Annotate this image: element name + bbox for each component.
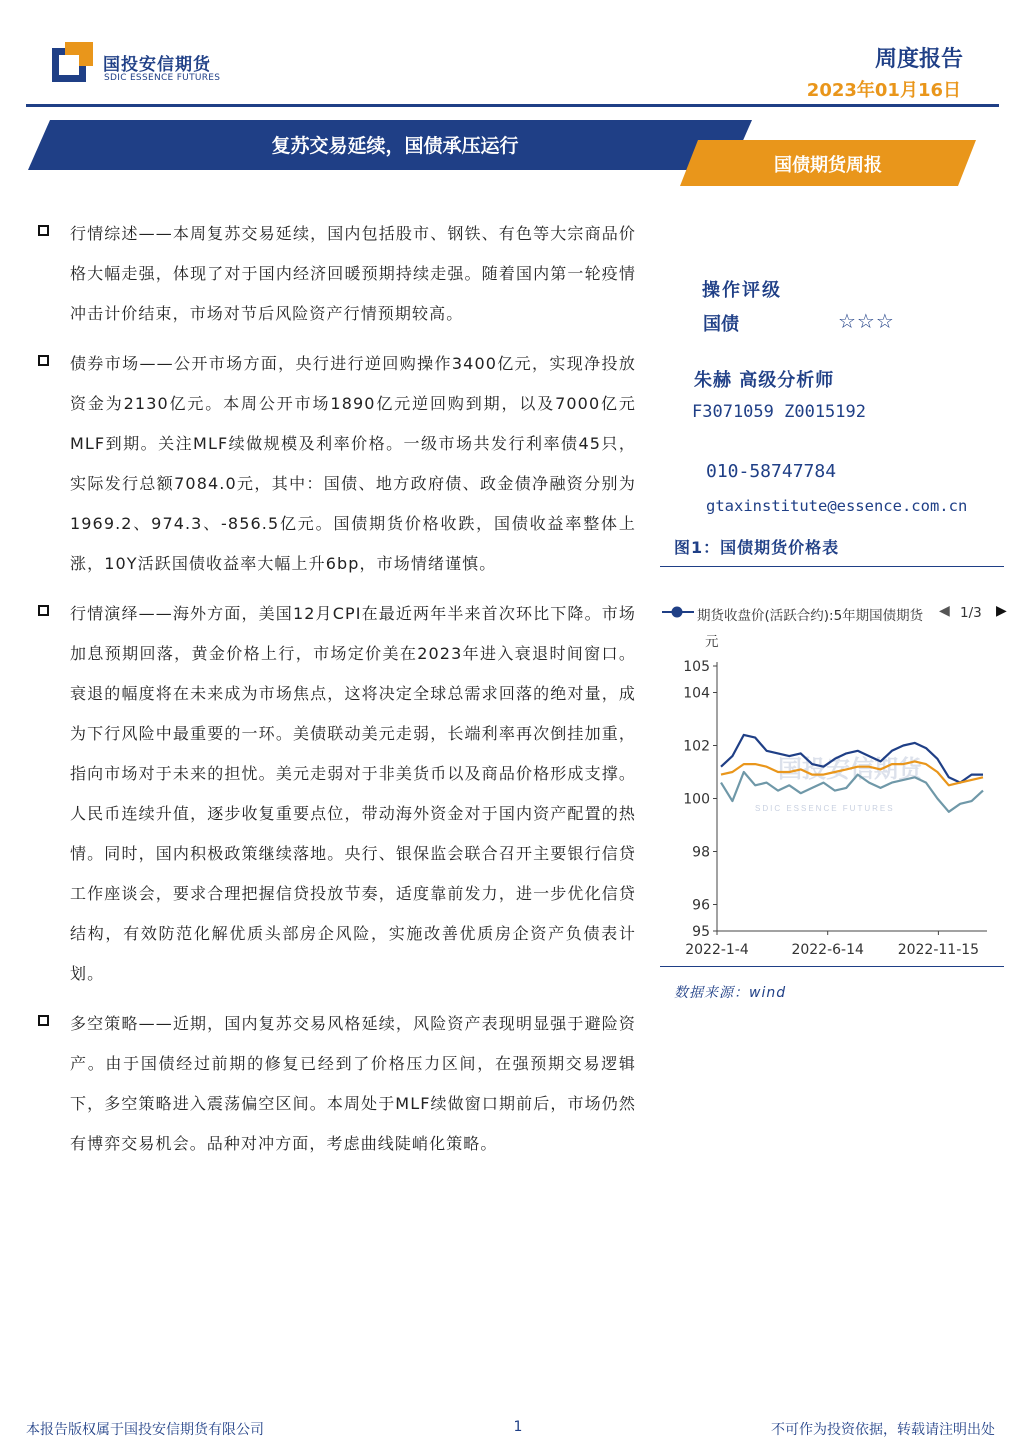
svg-text:SDIC ESSENCE FUTURES: SDIC ESSENCE FUTURES — [755, 804, 895, 813]
legend-label: 期货收盘价(活跃合约):5年期国债期货 — [697, 608, 924, 624]
x-tick-label: 2022-1-4 — [685, 942, 749, 958]
bullet-square — [38, 225, 49, 236]
paragraph-text: 行情综述——本周复苏交易延续，国内包括股市、钢铁、有色等大宗商品价格大幅走强，体现了对于国内经济回暖预期持续走强。随着国内第一轮疫情冲击计价结束，市场对节后风险资产行情预期较高。 — [70, 224, 636, 323]
figure-title: 图1：国债期货价格表 — [674, 538, 840, 557]
category-tag-label: 国债期货周报 — [774, 155, 882, 176]
rating-item: 国债 — [703, 314, 739, 335]
company-name: 国投安信期货 — [103, 55, 211, 75]
paragraph-market-overview — [36, 214, 636, 334]
legend-next-icon[interactable]: ▶ — [996, 603, 1007, 619]
paragraph-text: 债券市场——公开市场方面，央行进行逆回购操作3400亿元，实现净投放资金为2130亿元。本周公开市场1890亿元逆回购到期，以及7000亿元MLF到期。关注MLF续做规模及利率价格。一级市场共发行利率债45只，实际发行总额7084.0元，其中：国债、地方政府债、政金债净融资分别为1969.2、974.3、-856.5亿元。国债期货价格收跌，国债收益率整体上涨，10Y活跃国债收益率大幅上升6bp，市场情绪谨慎。 — [70, 354, 636, 573]
rating-heading: 操作评级 — [702, 280, 782, 301]
figure-top-rule — [660, 566, 1004, 567]
company-name-en: SDIC ESSENCE FUTURES — [104, 73, 221, 83]
y-tick-label: 95 — [692, 924, 710, 940]
y-tick-label: 105 — [683, 659, 710, 675]
report-date: 2023年01月16日 — [806, 80, 961, 101]
contact-phone: 010-58747784 — [706, 461, 837, 482]
paragraph-text: 行情演绎——海外方面，美国12月CPI在最近两年半来首次环比下降。市场加息预期回落，黄金价格上行，市场定价美在2023年进入衰退时间窗口。衰退的幅度将在未来成为市场焦点，这将决定全球总需求回落的绝对量，成为下行风险中最重要的一环。美债联动美元走弱，长端利率再次倒挂加重，指向市场对于未来的担忧。美元走弱对于非美货币以及商品价格形成支撑。人民币连续升值，逐步收复重要点位，带动海外资金对于国内资产配置的热情。同时，国内积极政策继续落地。央行、银保监会联合召开主要银行信贷工作座谈会，要求合理把握信贷投放节奏，适度靠前发力，进一步优化信贷结构，有效防范化解优质头部房企风险，实施改善优质房企资产负债表计划。 — [70, 604, 636, 983]
paragraph-bond-market — [36, 344, 636, 584]
y-tick-label: 102 — [683, 738, 710, 755]
futures-price-chart — [660, 650, 1000, 968]
bullet-square — [38, 355, 49, 366]
paragraph-strategy — [36, 1004, 636, 1164]
page-number: 1 — [513, 1419, 523, 1435]
report-body — [36, 214, 636, 1174]
y-tick-label: 96 — [692, 897, 710, 914]
paragraph-text: 多空策略——近期，国内复苏交易风格延续，风险资产表现明显强于避险资产。由于国债经过前期的修复已经到了价格压力区间，在强预期交易逻辑下，多空策略进入震荡偏空区间。本周处于MLF续做窗口期前后，市场仍然有博弈交易机会。品种对冲方面，考虑曲线陡峭化策略。 — [70, 1014, 636, 1153]
y-tick-label: 104 — [683, 685, 710, 702]
bullet-square — [38, 1015, 49, 1026]
x-tick-label: 2022-11-15 — [897, 942, 980, 958]
footer-disclaimer: 不可作为投资依据，转载请注明出处 — [771, 1422, 995, 1438]
y-tick-label: 98 — [692, 844, 710, 861]
footer-copyright: 本报告版权属于国投安信期货有限公司 — [26, 1422, 264, 1438]
analyst-certificate: F3071059 Z0015192 — [692, 402, 866, 422]
svg-text:国投安信期货: 国投安信期货 — [778, 756, 922, 783]
y-tick-label: 100 — [683, 791, 710, 808]
company-logo — [52, 42, 94, 84]
analyst-name: 朱赫 高级分析师 — [694, 370, 835, 391]
bullet-square — [38, 605, 49, 616]
report-title: 复苏交易延续，国债承压运行 — [271, 135, 519, 157]
report-type: 周度报告 — [874, 47, 963, 72]
figure-bottom-rule — [660, 966, 1004, 967]
x-tick-label: 2022-6-14 — [791, 942, 864, 958]
contact-email[interactable]: gtaxinstitute@essence.com.cn — [706, 497, 968, 515]
legend-unit: 元 — [705, 634, 719, 650]
paragraph-market-analysis — [36, 594, 636, 994]
legend-prev-icon[interactable]: ◀ — [939, 603, 950, 619]
data-source: 数据来源：wind — [674, 985, 787, 1001]
rating-stars: ☆☆☆ — [838, 309, 895, 333]
legend-page-counter: 1/3 — [960, 605, 982, 621]
header-divider — [26, 104, 999, 107]
